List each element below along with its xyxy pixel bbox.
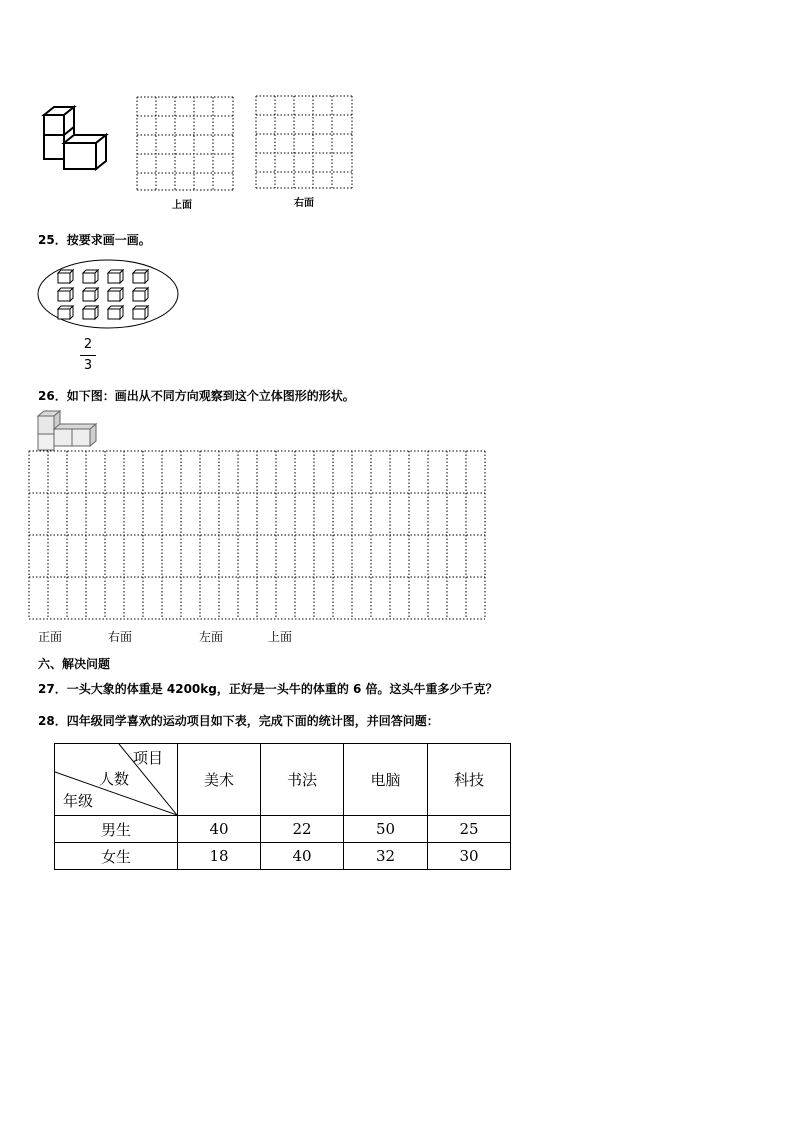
table-cell: 50 (344, 816, 428, 843)
small-cubes-group (58, 270, 148, 319)
right-view-label: 右面 (294, 198, 314, 209)
drawing-dot-grid[interactable] (28, 450, 488, 622)
fraction-numerator: 2 (83, 337, 93, 352)
small-cube (108, 306, 123, 319)
table-header-row (55, 744, 511, 816)
column-header: 电脑 (344, 744, 428, 816)
fraction-bar (80, 355, 96, 356)
right-view-label-26: 右面 (108, 630, 133, 644)
small-cube (133, 288, 148, 301)
small-cube (83, 288, 98, 301)
fraction-denominator: 3 (83, 358, 93, 373)
row-label: 男生 (55, 816, 178, 843)
header-grade-label: 年级 (63, 792, 94, 810)
header-item-label: 项目 (133, 749, 164, 767)
small-cube (83, 270, 98, 283)
small-cube (83, 306, 98, 319)
table-row (55, 843, 511, 870)
cube-stack-figure (40, 105, 112, 171)
small-cube (108, 270, 123, 283)
table-cell: 22 (261, 816, 344, 843)
question-25-title: 25．按要求画一画。 (38, 233, 151, 247)
question-27-text: 27．一头大象的体重是 4200kg，正好是一头牛的体重的 6 倍。这头牛重多少千克？ (38, 682, 498, 696)
column-header: 美术 (178, 744, 261, 816)
table-cell: 18 (178, 843, 261, 870)
column-header: 科技 (428, 744, 511, 816)
diagonal-header-cell (55, 744, 178, 816)
column-header: 书法 (261, 744, 344, 816)
front-view-label: 正面 (38, 630, 63, 644)
small-cube (58, 306, 73, 319)
table-cell: 25 (428, 816, 511, 843)
small-cube (58, 270, 73, 283)
table-row (55, 816, 511, 843)
top-view-dot-grid[interactable] (136, 96, 236, 192)
table-cell: 30 (428, 843, 511, 870)
cube-group-ellipse (36, 258, 180, 330)
sports-statistics-table (54, 743, 511, 870)
section-title: 六、解决问题 (38, 657, 111, 671)
table-cell: 40 (178, 816, 261, 843)
left-view-label: 左面 (199, 630, 224, 644)
table-cell: 40 (261, 843, 344, 870)
small-cube (108, 288, 123, 301)
fraction-two-thirds (78, 337, 98, 374)
row-label: 女生 (55, 843, 178, 870)
header-count-label: 人数 (99, 770, 130, 788)
right-view-dot-grid[interactable] (255, 95, 355, 191)
small-cube (58, 288, 73, 301)
small-cube (133, 306, 148, 319)
top-view-label: 上面 (172, 200, 192, 211)
question-26-title: 26．如下图：画出从不同方向观察到这个立体图形的形状。 (38, 389, 355, 403)
question-28-text: 28．四年级同学喜欢的运动项目如下表，完成下面的统计图，并回答问题： (38, 714, 439, 728)
table-cell: 32 (344, 843, 428, 870)
top-view-label-26: 上面 (268, 630, 293, 644)
small-cube (133, 270, 148, 283)
l-shaped-solid-figure (36, 410, 100, 452)
